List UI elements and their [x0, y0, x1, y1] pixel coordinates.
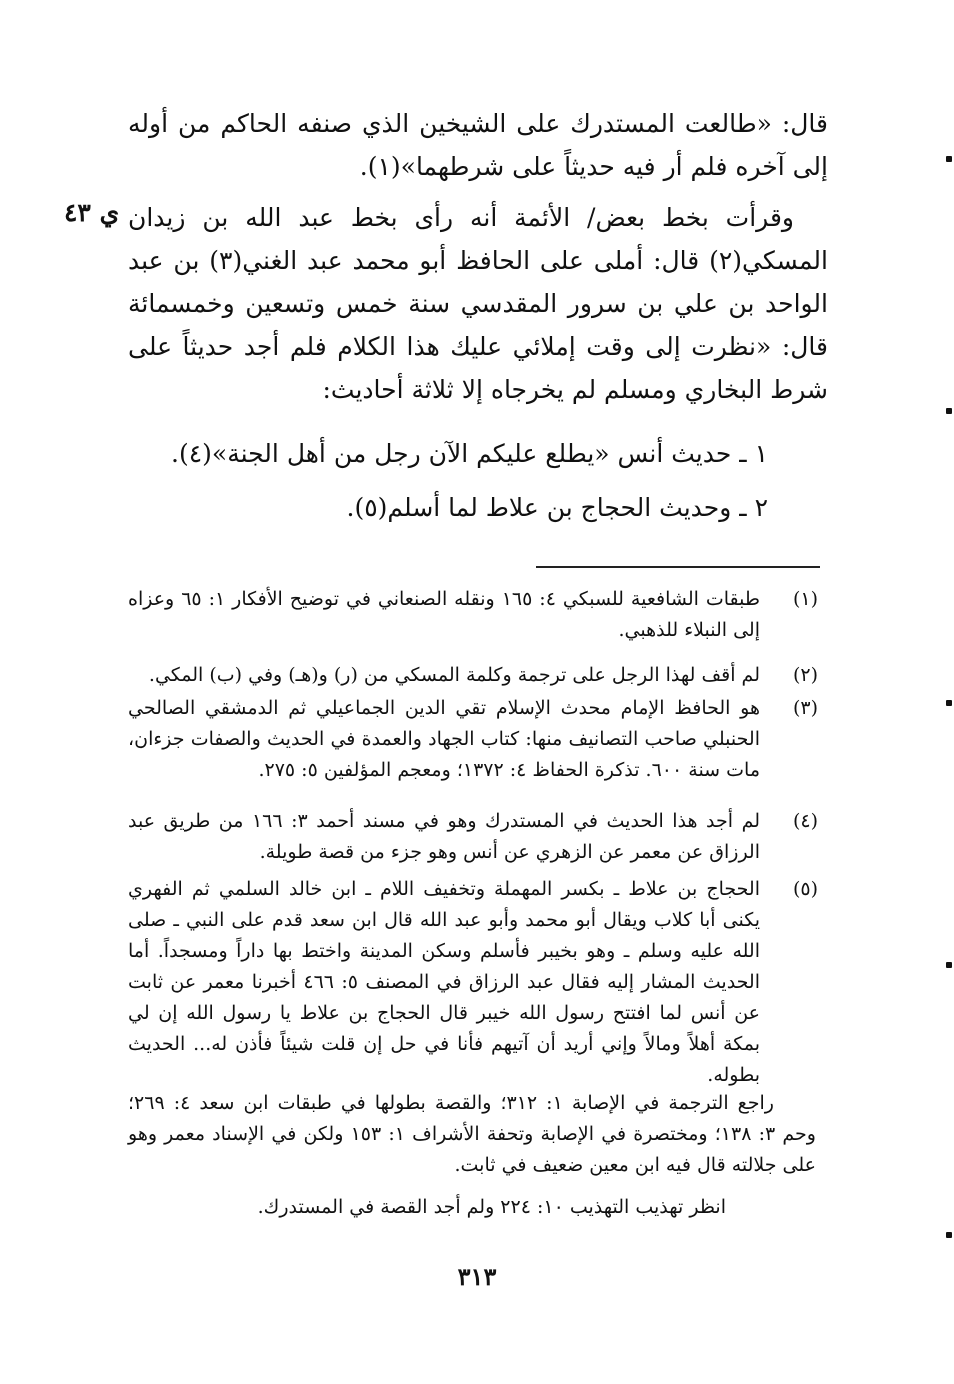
- footnote-5-continuation-2: انظر تهذيب التهذيب ١٠: ٢٢٤ ولم أجد القصة في المستدرك.: [257, 1196, 726, 1218]
- footnote-separator: [536, 566, 820, 568]
- footnote-text: هو الحافظ الإمام محدث الإسلام تقي الدين الجماعيلي ثم الدمشقي الصالحي الحنبلي صاحب التصانيف منها: كتاب الجهاد والعمدة في الحديث والصفات جزءان، مات سنة ٦٠٠. تذكرة الحفاظ ٤: ١٣٧٢؛ ومعجم المؤلفين ٥: ٢٧٥.: [128, 697, 760, 781]
- main-paragraph-2: وقرأت بخط بعض/ الأئمة أنه رأى بخط عبد الله بن زيدان المسكي(٢) قال: أملى على الحافظ أبو محمد عبد الغني(٣) بن عبد الواحد بن علي بن سرور المقدسي سنة خمس وتسعين وخمسمائة قال: «نظرت إلى وقت إملائي عليك هذا الكلام فلم أجد حديثاً على شرط البخاري ومسلم لم يخرجاه إلا ثلاثة أحاديث:: [128, 203, 828, 404]
- scan-mark: [946, 156, 952, 162]
- footnote-5-continuation-1: راجع الترجمة في الإصابة ١: ٣١٢؛ والقصة بطولها في طبقات ابن سعد ٤: ٢٦٩؛ وحم ٣: ١٣٨؛ ومختصرة في الإصابة وتحفة الأشراف ١: ١٥٣ ولكن في الإسناد معمر وهو على جلالته قال فيه ابن معين ضعيف في ثابت.: [128, 1092, 816, 1176]
- footnote-5: [128, 874, 816, 1091]
- margin-manuscript-note: ي ٤٣: [64, 198, 120, 227]
- list-item-1: ١ ـ حديث أنس «يطلع عليكم الآن رجل من أهل الجنة»(٤).: [171, 439, 768, 468]
- footnote-1: [128, 584, 816, 646]
- footnote-number: (٤): [792, 810, 818, 832]
- scan-mark: [946, 1232, 952, 1238]
- footnote-2: [128, 660, 816, 691]
- footnote-text: لم أجد هذا الحديث في المستدرك وهو في مسند أحمد ٣: ١٦٦ من طريق عبد الرزاق عن معمر عن الزهري عن أنس وهو جزء من قصة طويلة.: [128, 810, 760, 863]
- scan-mark: [946, 700, 952, 706]
- footnote-number: (٢): [792, 664, 818, 686]
- footnote-text: لم أقف لهذا الرجل على ترجمة وكلمة المسكي من (ر) و(هـ) وفي (ب) المكي.: [148, 664, 760, 686]
- footnote-text: طبقات الشافعية للسبكي ٤: ١٦٥ ونقله الصنعاني في توضيح الأفكار ١: ٦٥ وعزاه إلى النبلاء للذهبي.: [128, 588, 761, 641]
- footnote-number: (٣): [792, 697, 818, 719]
- footnote-number: (١): [792, 588, 818, 610]
- scan-mark: [946, 408, 952, 414]
- footnote-4: [128, 806, 816, 868]
- page-number: ٣١٣: [457, 1262, 497, 1291]
- main-paragraph-1: قال: «طالعت المستدرك على الشيخين الذي صنفه الحاكم من أوله إلى آخره فلم أر فيه حديثاً على شرطهما»(١).: [128, 109, 828, 181]
- list-item-2: ٢ ـ وحديث الحجاج بن علاط لما أسلم(٥).: [346, 493, 768, 522]
- scan-mark: [946, 962, 952, 968]
- footnote-3: [128, 693, 816, 786]
- footnote-text: الحجاج بن علاط ـ بكسر المهملة وتخفيف اللام ـ ابن خالد السلمي ثم الفهري يكنى أبا كلاب ويقال أبو محمد وأبو عبد الله قال ابن سعد قدم على النبي ـ صلى الله عليه وسلم ـ وهو بخيبر فأسلم وسكن المدينة واختط بها داراً ومسجداً. أما الحديث المشار إليه فقال عبد الرزاق في المصنف ٥: ٤٦٦ أخبرنا معمر عن ثابت عن أنس لما افتتح رسول الله خيبر قال الحجاج بن علاط يا رسول الله إن لي بمكة أهلاً ومالاً وإني أريد أن آتيهم فأنا في حل إن قلت شيئاً فأذن له... الحديث بطوله.: [128, 878, 760, 1086]
- footnote-number: (٥): [792, 878, 818, 900]
